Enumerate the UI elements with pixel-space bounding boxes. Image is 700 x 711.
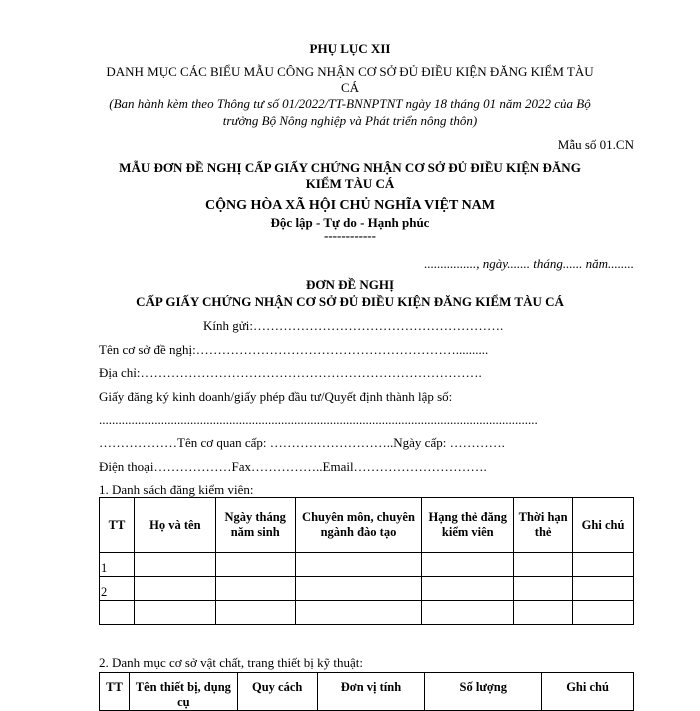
table-row xyxy=(100,577,634,601)
table-cell: 1 xyxy=(100,553,135,577)
table-cell xyxy=(100,601,135,625)
table-cell xyxy=(422,553,514,577)
table-cell xyxy=(295,577,422,601)
form-code: Mẫu số 01.CN xyxy=(557,137,634,152)
issuance-note-cont: trưởng Bộ Nông nghiệp và Phát triển nông thôn) xyxy=(222,113,478,128)
table-cell xyxy=(573,577,634,601)
national-motto: Độc lập - Tự do - Hạnh phúc xyxy=(270,215,430,230)
section2-heading: 2. Danh mục cơ sở vật chất, trang thiết bị kỹ thuật: xyxy=(99,655,363,670)
recipient-field: Kính gửi:…………………………………………………. xyxy=(203,318,504,333)
column-header: TT xyxy=(100,673,130,711)
table-cell xyxy=(295,553,422,577)
column-header: Ghi chú xyxy=(573,498,634,553)
table-cell xyxy=(573,601,634,625)
table-cell xyxy=(514,601,573,625)
table-header-row xyxy=(100,498,634,553)
table-cell xyxy=(514,553,573,577)
table-cell xyxy=(422,601,514,625)
address-field: Địa chỉ:……………………………………………………………………. xyxy=(99,365,482,380)
column-header: Thời hạn thẻ xyxy=(514,498,573,553)
inspector-table xyxy=(99,497,634,625)
license-field: Giấy đăng ký kinh doanh/giấy phép đầu tư/Quyết định thành lập số: xyxy=(99,389,453,404)
table-cell xyxy=(573,553,634,577)
date-line: ................, ngày....... tháng...... năm........ xyxy=(424,256,634,271)
table-cell xyxy=(295,601,422,625)
appendix-title: DANH MỤC CÁC BIỂU MẪU CÔNG NHẬN CƠ SỞ ĐỦ ĐIỀU KIỆN ĐĂNG KIỂM TÀU xyxy=(106,64,594,79)
column-header: Họ và tên xyxy=(134,498,215,553)
table-cell xyxy=(514,577,573,601)
table-cell xyxy=(134,553,215,577)
document-subtitle: CẤP GIẤY CHỨNG NHẬN CƠ SỞ ĐỦ ĐIỀU KIỆN ĐĂNG KIỂM TÀU CÁ xyxy=(136,294,564,309)
column-header: TT xyxy=(100,498,135,553)
table-row xyxy=(100,601,634,625)
table-cell xyxy=(215,577,295,601)
column-header: Ngày tháng năm sinh xyxy=(215,498,295,553)
motto-divider: ------------ xyxy=(324,228,376,243)
table-cell xyxy=(134,601,215,625)
facility-name-field: Tên cơ sở đề nghị:…………………………………………………….......... xyxy=(99,342,489,357)
column-header: Tên thiết bị, dụng cụ xyxy=(129,673,237,711)
table-row xyxy=(100,553,634,577)
appendix-label: PHỤ LỤC XII xyxy=(309,41,391,56)
equipment-table xyxy=(99,672,634,711)
table-cell xyxy=(215,601,295,625)
column-header: Chuyên môn, chuyên ngành đào tạo xyxy=(295,498,422,553)
table-cell: 2 xyxy=(100,577,135,601)
table-header-row xyxy=(100,673,634,711)
table-cell xyxy=(134,577,215,601)
nation-name: CỘNG HÒA XÃ HỘI CHỦ NGHĨA VIỆT NAM xyxy=(204,198,495,213)
appendix-title-cont: CÁ xyxy=(340,80,360,95)
license-dots: ....................................................................................................................................... xyxy=(99,412,538,427)
form-title-cont: KIỂM TÀU CÁ xyxy=(305,176,395,191)
column-header: Quy cách xyxy=(237,673,317,711)
section1-heading: 1. Danh sách đăng kiểm viên: xyxy=(99,482,254,497)
column-header: Đơn vị tính xyxy=(317,673,425,711)
column-header: Số lượng xyxy=(425,673,542,711)
contact-field: Điện thoại………………Fax……………..Email…………………………. xyxy=(99,459,487,474)
table-cell xyxy=(215,553,295,577)
form-title: MẪU ĐƠN ĐỀ NGHỊ CẤP GIẤY CHỨNG NHẬN CƠ SỞ ĐỦ ĐIỀU KIỆN ĐĂNG xyxy=(119,160,581,175)
column-header: Ghi chú xyxy=(542,673,634,711)
document-title: ĐƠN ĐỀ NGHỊ xyxy=(305,277,395,292)
column-header: Hạng thẻ đăng kiểm viên xyxy=(422,498,514,553)
issuance-note: (Ban hành kèm theo Thông tư số 01/2022/TT-BNNPTNT ngày 18 tháng 01 năm 2022 của Bộ xyxy=(109,96,591,111)
table-cell xyxy=(422,577,514,601)
issuer-field: ………………Tên cơ quan cấp: ………………………..Ngày cấp: …………. xyxy=(99,435,505,450)
